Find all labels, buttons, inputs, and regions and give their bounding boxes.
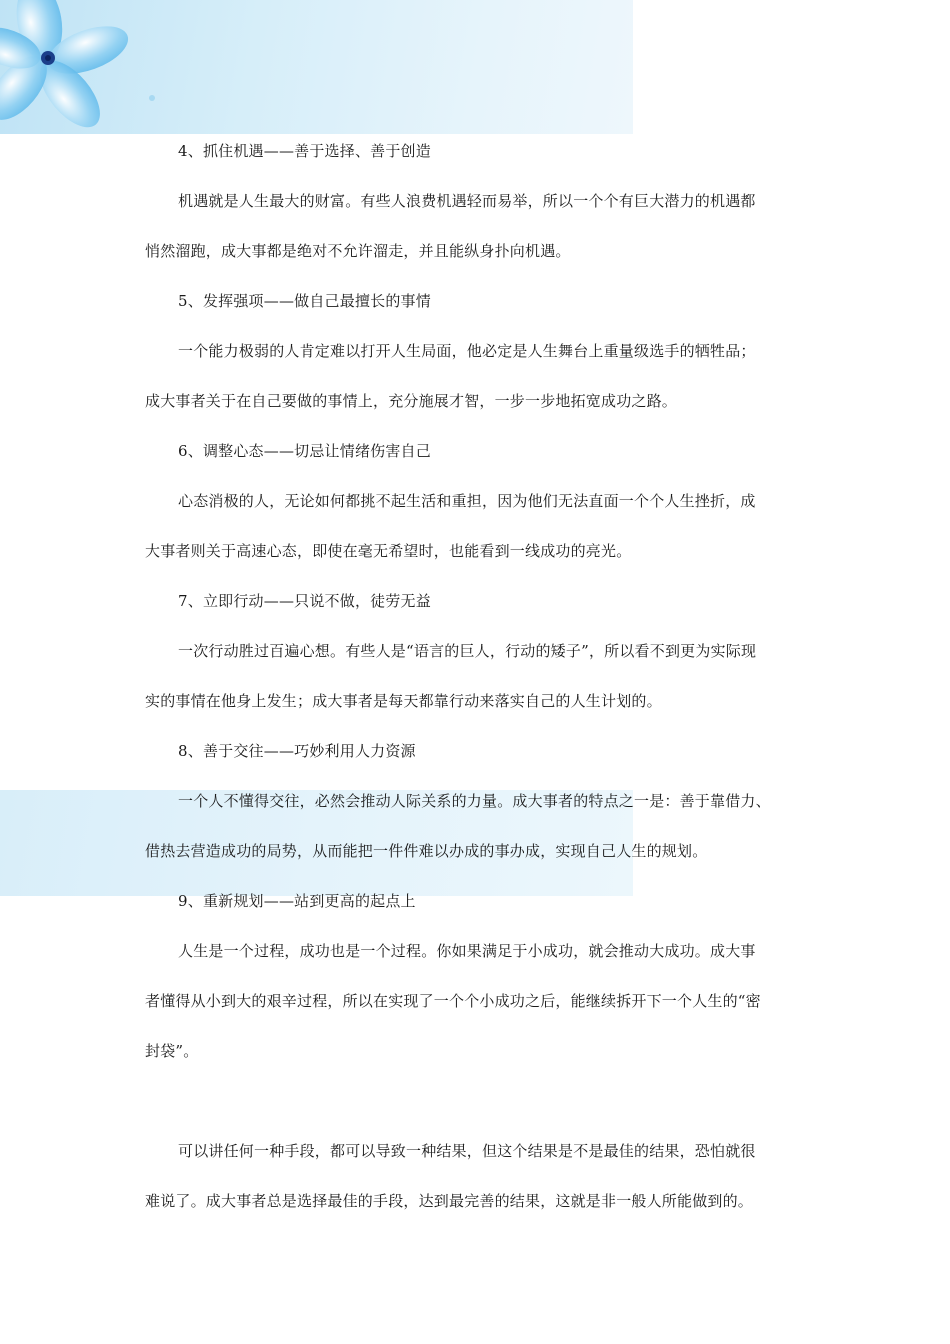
paragraph-line: 封袋”。 <box>145 1042 199 1060</box>
blank-line <box>145 1076 810 1126</box>
paragraph-line: 心态消极的人，无论如何都挑不起生活和重担，因为他们无法直面一个个人生挫折，成 <box>178 492 756 510</box>
section-4 <box>145 126 810 276</box>
section-heading: 8、善于交往——巧妙利用人力资源 <box>178 742 416 760</box>
section-heading: 5、发挥强项——做自己最擅长的事情 <box>178 292 431 310</box>
section-5 <box>145 276 810 426</box>
section-9 <box>145 876 810 1076</box>
section-8 <box>145 726 810 876</box>
paragraph-line: 人生是一个过程，成功也是一个过程。你如果满足于小成功，就会推动大成功。成大事 <box>178 942 756 960</box>
paragraph-line: 者懂得从小到大的艰辛过程，所以在实现了一个个小成功之后，能继续拆开下一个人生的“密 <box>145 992 761 1010</box>
section-7 <box>145 576 810 726</box>
section-6 <box>145 426 810 576</box>
paragraph-line: 悄然溜跑，成大事都是绝对不允许溜走，并且能纵身扑向机遇。 <box>145 242 571 260</box>
section-heading: 9、重新规划——站到更高的起点上 <box>178 892 416 910</box>
paragraph-line: 可以讲任何一种手段，都可以导致一种结果，但这个结果是不是最佳的结果，恐怕就很 <box>178 1142 756 1160</box>
paragraph-line: 成大事者关于在自己要做的事情上，充分施展才智，一步一步地拓宽成功之路。 <box>145 392 678 410</box>
section-heading: 6、调整心态——切忌让情绪伤害自己 <box>178 442 431 460</box>
paragraph-line: 一个人不懂得交往，必然会推动人际关系的力量。成大事者的特点之一是：善于靠借力、 <box>178 792 771 810</box>
section-heading: 4、抓住机遇——善于选择、善于创造 <box>178 142 431 160</box>
section-heading: 7、立即行动——只说不做，徒劳无益 <box>178 592 431 610</box>
flower-decoration-icon <box>0 0 200 134</box>
document-body <box>145 126 810 1226</box>
paragraph-line: 实的事情在他身上发生；成大事者是每天都靠行动来落实自己的人生计划的。 <box>145 692 662 710</box>
paragraph-line: 难说了。成大事者总是选择最佳的手段，达到最完善的结果，这就是非一般人所能做到的。 <box>145 1192 754 1210</box>
paragraph-line: 机遇就是人生最大的财富。有些人浪费机遇轻而易举，所以一个个有巨大潜力的机遇都 <box>178 192 756 210</box>
paragraph-line: 大事者则关于高速心态，即使在毫无希望时，也能看到一线成功的亮光。 <box>145 542 632 560</box>
paragraph-line: 一次行动胜过百遍心想。有些人是“语言的巨人，行动的矮子”，所以看不到更为实际现 <box>178 642 757 660</box>
closing-paragraph <box>145 1126 810 1226</box>
paragraph-line: 一个能力极弱的人肯定难以打开人生局面，他必定是人生舞台上重量级选手的牺牲品； <box>178 342 756 360</box>
paragraph-line: 借热去营造成功的局势，从而能把一件件难以办成的事办成，实现自己人生的规划。 <box>145 842 708 860</box>
